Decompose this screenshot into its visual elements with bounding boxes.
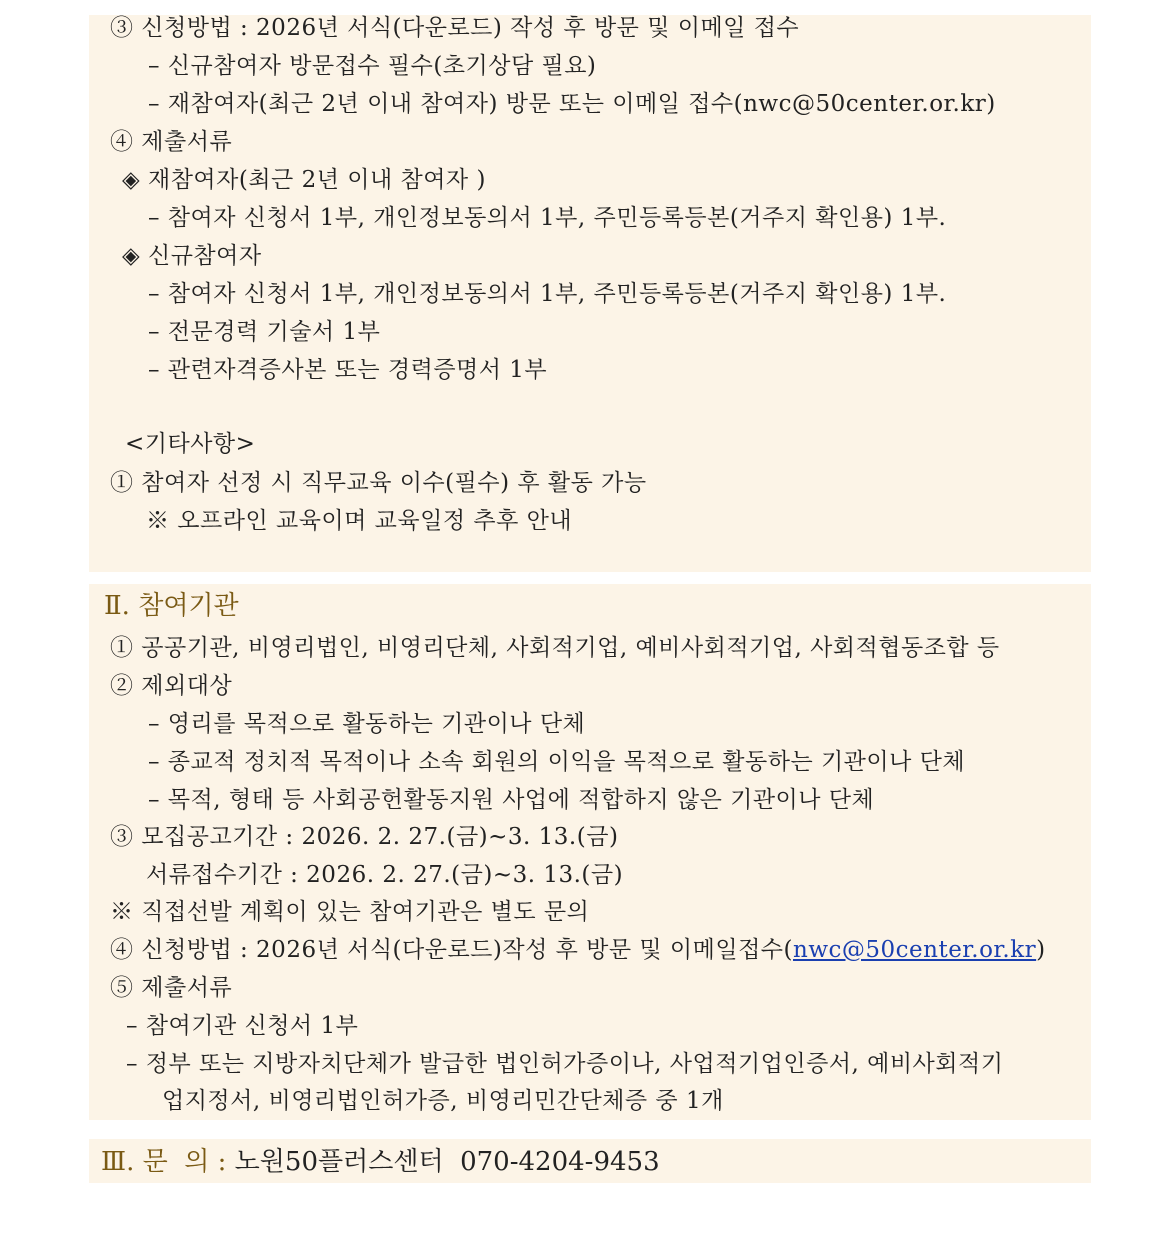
- new-participant-heading: ◈ 신규참여자: [122, 243, 262, 269]
- section2-heading: [104, 589, 239, 623]
- email-link[interactable]: nwc@50center.or.kr: [793, 937, 1037, 963]
- agency-license-doc: – 정부 또는 지방자치단체가 발급한 법인허가증이나, 사업적기업인증서, 예비사회적기: [126, 1051, 1004, 1077]
- agency-license-doc-cont: 업지정서, 비영리법인허가증, 비영리민간단체증 중 1개: [162, 1088, 724, 1114]
- section3-heading: [101, 1145, 660, 1179]
- other-notes-heading: <기타사항>: [125, 431, 256, 457]
- returning-participant-note: – 재참여자(최근 2년 이내 참여자) 방문 또는 이메일 접수(nwc@50center.or.kr): [148, 91, 996, 117]
- section2-numeral: Ⅱ.: [104, 591, 130, 621]
- document-period: 서류접수기간 : 2026. 2. 27.(금)~3. 13.(금): [146, 862, 624, 888]
- agency-apply-method: [110, 935, 1046, 965]
- section3-contact: 노원50플러스센터 070-4204-9453: [234, 1147, 660, 1177]
- returning-participant-heading: ◈ 재참여자(최근 2년 이내 참여자 ): [122, 167, 486, 193]
- agency-documents-heading: ⑤ 제출서류: [110, 975, 233, 1001]
- new-participant-note: – 신규참여자 방문접수 필수(초기상담 필요): [148, 53, 597, 79]
- section3-title: 문 의 :: [142, 1147, 227, 1177]
- offline-training-note: ※ 오프라인 교육이며 교육일정 추후 안내: [146, 508, 573, 534]
- section2-title: 참여기관: [138, 591, 239, 621]
- career-description-doc: – 전문경력 기술서 1부: [148, 319, 381, 345]
- direct-selection-note: ※ 직접선발 계획이 있는 참여기관은 별도 문의: [110, 899, 590, 925]
- returning-participant-documents: – 참여자 신청서 1부, 개인정보동의서 1부, 주민등록등본(거주지 확인용) 1부.: [148, 205, 947, 231]
- exclusion-profit: – 영리를 목적으로 활동하는 기관이나 단체: [148, 711, 586, 737]
- exclusion-religious-political: – 종교적 정치적 목적이나 소속 회원의 이익을 목적으로 활동하는 기관이나 단체: [148, 749, 966, 775]
- certificate-doc: – 관련자격증사본 또는 경력증명서 1부: [148, 357, 548, 383]
- agency-apply-prefix: ④ 신청방법 : 2026년 서식(다운로드)작성 후 방문 및 이메일접수(: [110, 937, 793, 963]
- documents-heading: ④ 제출서류: [110, 129, 233, 155]
- section3-numeral: Ⅲ.: [101, 1147, 135, 1177]
- agency-application-doc: – 참여기관 신청서 1부: [126, 1013, 359, 1039]
- apply-method-line: ③ 신청방법 : 2026년 서식(다운로드) 작성 후 방문 및 이메일 접수: [110, 15, 800, 41]
- new-participant-documents: – 참여자 신청서 1부, 개인정보동의서 1부, 주민등록등본(거주지 확인용) 1부.: [148, 281, 947, 307]
- agency-apply-suffix: ): [1036, 937, 1046, 963]
- exclusions-heading: ② 제외대상: [110, 673, 233, 699]
- training-required-line: ① 참여자 선정 시 직무교육 이수(필수) 후 활동 가능: [110, 470, 647, 496]
- eligible-agencies-line: ① 공공기관, 비영리법인, 비영리단체, 사회적기업, 예비사회적기업, 사회적협동조합 등: [110, 635, 1000, 661]
- recruitment-period: ③ 모집공고기간 : 2026. 2. 27.(금)~3. 13.(금): [110, 824, 619, 850]
- exclusion-unsuitable: – 목적, 형태 등 사회공헌활동지원 사업에 적합하지 않은 기관이나 단체: [148, 787, 875, 813]
